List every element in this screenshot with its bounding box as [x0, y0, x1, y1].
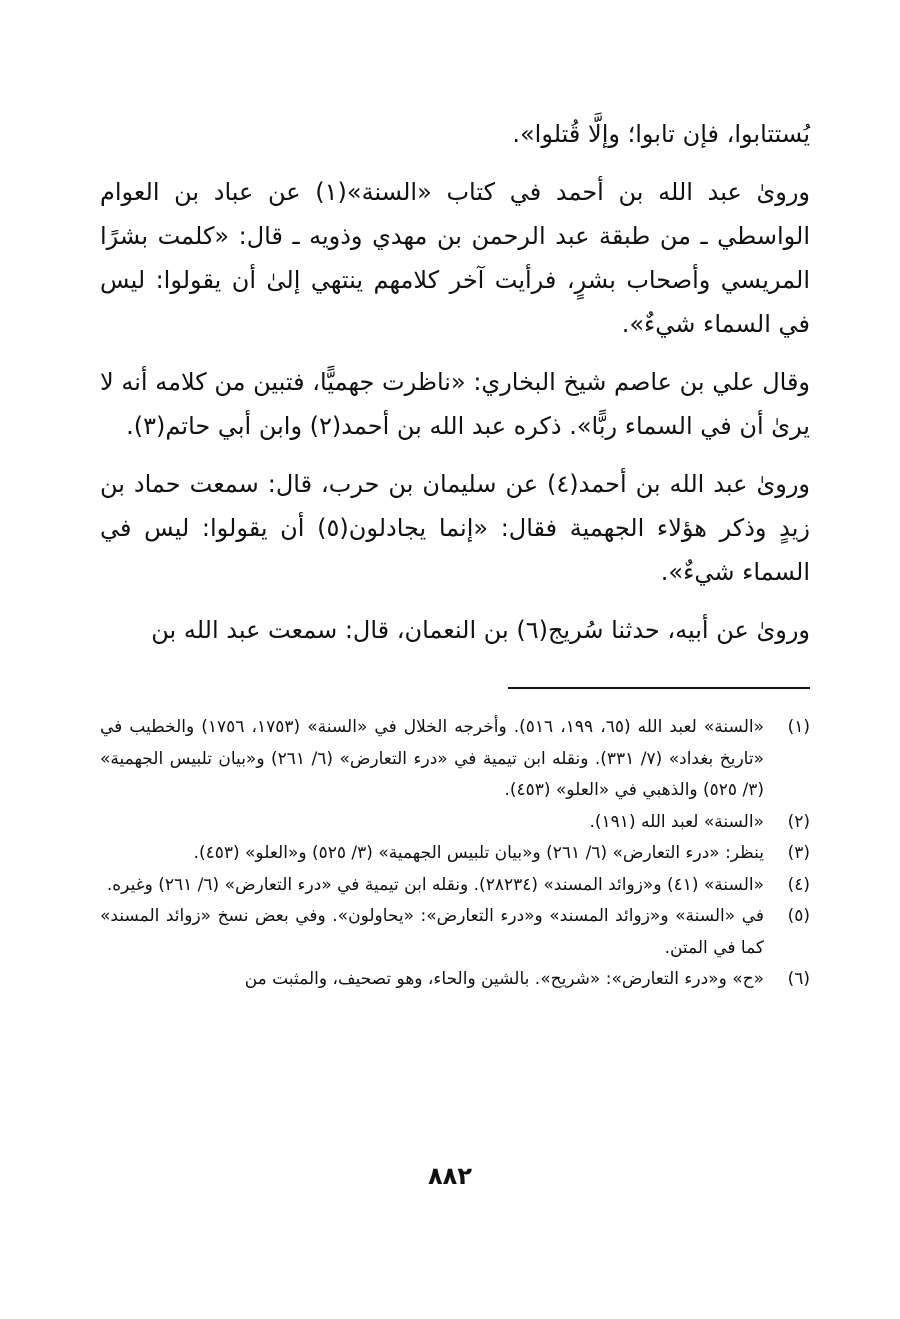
footnote-4	[100, 870, 810, 902]
footnotes	[100, 712, 810, 996]
footnote-number: (٦)	[787, 969, 810, 989]
footnote-number: (٥)	[787, 906, 810, 926]
footnote-number: (٢)	[787, 811, 810, 832]
footnote-number: (٣)	[787, 843, 810, 863]
footnote-2	[100, 807, 810, 839]
main-text	[100, 112, 810, 664]
footnote-text: في «السنة» و«زوائد المسند» و«درء التعارض»: «يحاولون». وفي بعض نسخ «زوائد المسند» كما في المتن.	[100, 906, 764, 958]
footnote-5	[100, 901, 810, 964]
footnote-number: (٤)	[787, 874, 810, 895]
footnote-text: «السنة» لعبد الله (٦٥، ١٩٩، ٥١٦). وأخرجه الخلال في «السنة» (١٧٥٣، ١٧٥٦) والخطيب في «تاريخ بغداد» (٧/ ٣٣١). ونقله ابن تيمية في «درء التعارض» (٦/ ٢٦١) و«بيان تلبيس الجهمية» (٣/ ٥٢٥) والذهبي في «العلو» (٤٥٣).	[100, 717, 765, 800]
paragraph-4: وروىٰ عبد الله بن أحمد(٤) عن سليمان بن حرب، قال: سمعت حماد بن زيدٍ وذكر هؤلاء الجهمية فقال: «إنما يجادلون(٥) أن يقولوا: ليس في السماء شيءٌ».	[100, 470, 811, 586]
paragraph-3: وقال علي بن عاصم شيخ البخاري: «ناظرت جهميًّا، فتبين من كلامه أنه لا يرىٰ أن في السماء ربًّا». ذكره عبد الله بن أحمد(٢) وابن أبي حاتم(٣).	[100, 368, 810, 440]
footnote-text: «السنة» (٤١) و«زوائد المسند» (٢٨٢٣٤). ونقله ابن تيمية في «درء التعارض» (٦/ ٢٦١) وغيره.	[106, 874, 764, 895]
footnote-text: «السنة» لعبد الله (١٩١).	[589, 811, 764, 832]
footnote-1	[100, 712, 810, 807]
paragraph-1: يُستتابوا، فإن تابوا؛ وإلَّا قُتلوا».	[512, 120, 810, 148]
footnote-text: ينظر: «درء التعارض» (٦/ ٢٦١) و«بيان تلبيس الجهمية» (٣/ ٥٢٥) و«العلو» (٤٥٣).	[193, 843, 764, 863]
paragraph-2: وروىٰ عبد الله بن أحمد في كتاب «السنة»(١) عن عباد بن العوام الواسطي ـ من طبقة عبد الرحمن بن مهدي وذويه ـ قال: «كلمت بشرًا المريسي وأصحاب بشرٍ، فرأيت آخر كلامهم ينتهي إلىٰ أن يقولوا: ليس في السماء شيءٌ».	[100, 178, 810, 338]
footnote-6	[100, 964, 810, 996]
page-number: ٨٨٢	[428, 1162, 472, 1190]
footnote-3	[100, 838, 810, 870]
footnote-divider	[508, 687, 810, 689]
footnote-text: «ح» و«درء التعارض»: «شريح». بالشين والحاء، وهو تصحيف، والمثبت من	[244, 969, 764, 989]
footnote-number: (١)	[787, 717, 810, 737]
paragraph-5: وروىٰ عن أبيه، حدثنا سُريج(٦) بن النعمان، قال: سمعت عبد الله بن	[151, 616, 810, 644]
